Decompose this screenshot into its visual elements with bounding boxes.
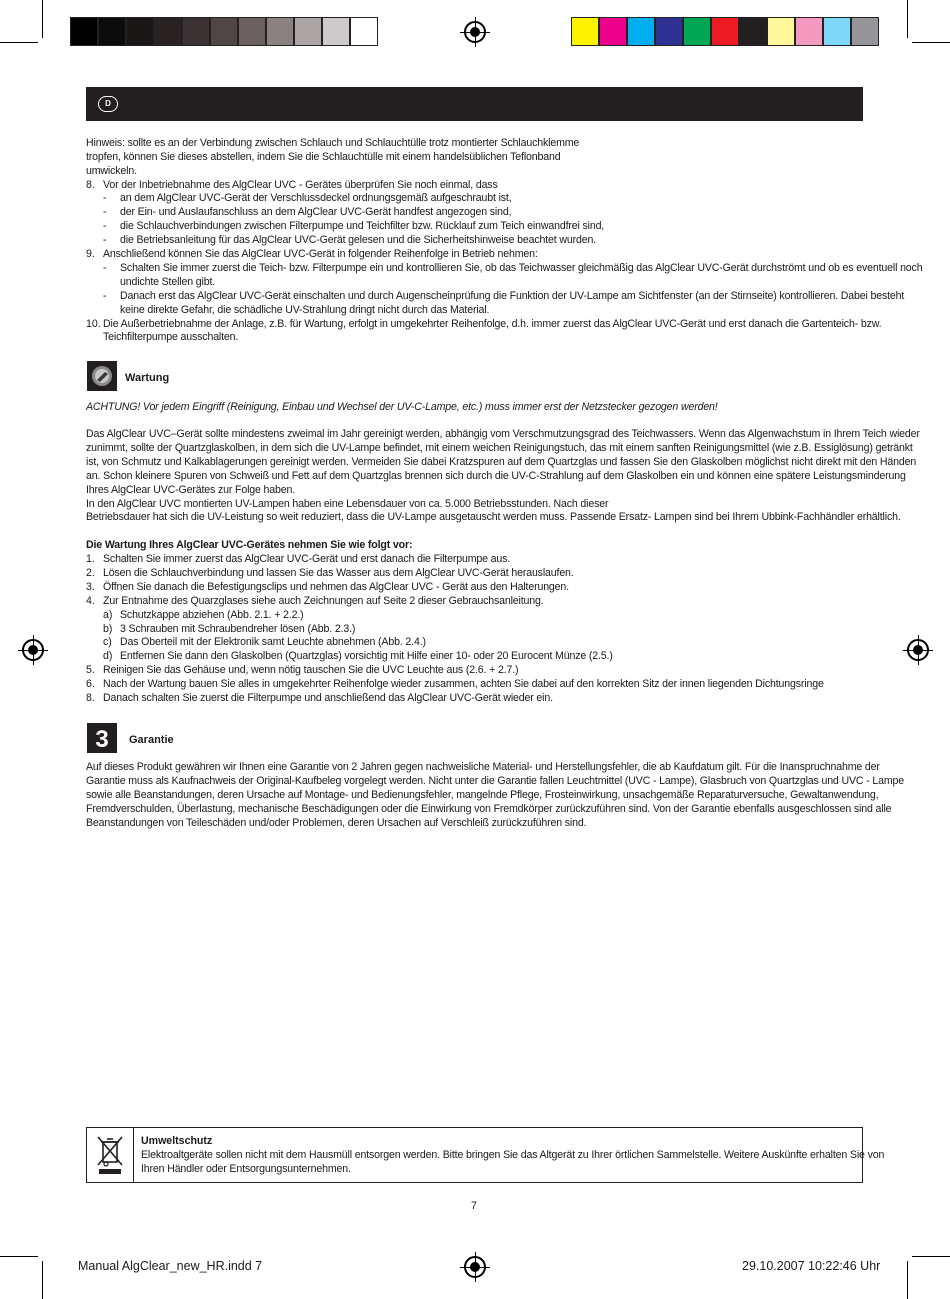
list-item: Reinigen Sie das Gehäuse und, wenn nötig tauschen Sie die UVC Leuchte aus (2.6. + 2.7.) (103, 664, 519, 677)
text-line: sowie alle Beanstandungen, deren Ursache auf Montage- und Bedienungsfehler, mangelnde Pflege, Frosteinwirkung, unsachgemäße Reparaturversuche, Gewaltanwendung, (86, 788, 879, 801)
list-item: Danach erst das AlgClear UVC-Gerät einschalten und durch Augenscheinprüfung die Funktion der UV-Lampe am Sichtfenster (an der Stirnseite) kontrollieren. Dabei besteht (120, 289, 905, 302)
list-marker: - (103, 220, 107, 233)
list-item: Danach schalten Sie zuerst die Filterpumpe und anschließend das AlgClear UVC-Gerät wieder ein. (103, 692, 553, 704)
color-swatch (126, 17, 154, 46)
language-badge: D (98, 96, 118, 112)
list-item: Vor der Inbetriebnahme des AlgClear UVC - Gerätes überprüfen Sie noch einmal, dass (103, 178, 498, 191)
list-item: Anschließend können Sie das AlgClear UVC-Gerät in folgender Reihenfolge in Betrieb nehmen: (103, 248, 538, 260)
list-marker: 8. (86, 692, 95, 704)
list-item: die Schlauchverbindungen zwischen Filterpumpe und Teichfilter bzw. Rücklauf zum Teich einwandfrei sind, (120, 220, 605, 233)
list-marker: - (103, 261, 107, 274)
text-line: Ihres AlgClear UVC-Gerätes zur Folge haben. (86, 483, 296, 496)
umweltschutz-line: Elektroaltgeräte sollen nicht mit dem Hausmüll entsorgen werden. Bitte bringen Sie das Altgerät zu Ihrer örtlichen Sammelstelle. Weitere Auskünfte erhalten Sie von (141, 1149, 885, 1161)
crop-mark (912, 42, 950, 43)
list-marker: 6. (86, 678, 95, 691)
list-marker: 10. (86, 317, 101, 330)
list-marker: - (103, 206, 107, 219)
color-swatch (627, 17, 655, 46)
list-marker: - (103, 289, 107, 302)
list-item: Schalten Sie immer zuerst das AlgClear UVC-Gerät und erst danach die Filterpumpe aus. (103, 553, 511, 565)
wartung-warning: ACHTUNG! Vor jedem Eingriff (Reinigung, Einbau und Wechsel der UV-C-Lampe, etc.) muss immer erst der Netzstecker gezogen werden! (86, 401, 718, 413)
svg-text:3: 3 (95, 726, 109, 753)
wrench-icon (87, 361, 117, 391)
text-line: ist, von Schmutz und Kalkablagerungen gereinigt werden. Vermeiden Sie dabei Kratzspuren auf dem Quartzglas und fassen Sie den Glaskolben möglichst nicht direkt mit den Händen (86, 455, 917, 468)
umweltschutz-box (86, 1127, 885, 1183)
list-item: Schalten Sie immer zuerst die Teich- bzw. Filterpumpe ein und kontrollieren Sie, ob das Teichwasser gleichmäßig das AlgClear UVC-Gerät durchströmt und ob es eventuell noch (120, 261, 923, 274)
crop-mark (42, 1261, 43, 1299)
list-marker: 8. (86, 178, 95, 191)
wartung-title: Wartung (125, 372, 170, 384)
list-item: Lösen die Schlauchverbindung und lassen Sie das Wasser aus dem AlgClear UVC-Gerät herauslaufen. (103, 566, 574, 579)
list-item: Entfernen Sie dann den Glaskolben (Quartzglas) vorsichtig mit Hilfe einer 10- oder 20 Eurocent Münze (2.5.) (120, 650, 613, 663)
color-swatch (98, 17, 126, 46)
crop-mark (0, 1256, 38, 1257)
crop-mark (907, 0, 908, 38)
text-line: tropfen, können Sie dieses abstellen, indem Sie die Schlauchtülle mit einem handelsüblichen Teflonband (86, 150, 561, 163)
umweltschutz-line: Ihren Händler oder Entsorgungsunternehmen. (141, 1163, 351, 1175)
color-swatch (823, 17, 851, 46)
color-swatch (154, 17, 182, 46)
text-line: Auf dieses Produkt gewähren wir Ihnen eine Garantie von 2 Jahren gegen nachweisliche Material- und Herstellungsfehler, die ab Kaufdatum gilt. Für die Inanspruchnahme der (86, 761, 880, 773)
crossed-bin-icon (95, 1134, 125, 1176)
registration-mark-icon (464, 21, 486, 43)
text-line: umwickeln. (86, 164, 137, 177)
color-swatch (655, 17, 683, 46)
list-item: Das Oberteil mit der Elektronik samt Leuchte abnehmen (Abb. 2.4.) (120, 636, 426, 649)
crop-mark (0, 42, 38, 43)
text-line: In den AlgClear UVC montierten UV-Lampen haben eine Lebensdauer von ca. 5.000 Betriebsstunden. Nach dieser (86, 497, 609, 510)
color-swatch (210, 17, 238, 46)
wartung-steps-heading: Die Wartung Ihres AlgClear UVC-Gerätes nehmen Sie wie folgt vor: (86, 539, 413, 551)
color-swatch (350, 17, 378, 46)
list-item: Teichfilterpumpe ausschalten. (103, 331, 239, 344)
list-item: der Ein- und Auslaufanschluss an dem AlgClear UVC-Gerät handfest angezogen sind, (120, 206, 512, 219)
garantie-title: Garantie (129, 734, 174, 746)
color-swatch (322, 17, 350, 46)
list-item: 3 Schrauben mit Schraubendreher lösen (Abb. 2.3.) (120, 622, 356, 635)
number-3-icon (87, 723, 117, 753)
list-marker: 9. (86, 248, 95, 260)
color-swatch (599, 17, 627, 46)
color-swatch (739, 17, 767, 46)
color-swatch (711, 17, 739, 46)
header-bar (86, 87, 863, 121)
registration-mark-icon (907, 639, 929, 661)
list-marker: a) (103, 608, 113, 621)
list-item: Schutzkappe abziehen (Abb. 2.1. + 2.2.) (120, 608, 304, 621)
color-swatch (795, 17, 823, 46)
list-item: an dem AlgClear UVC-Gerät der Verschlussdeckel ordnungsgemäß aufgeschraubt ist, (120, 192, 512, 205)
registration-mark-icon (22, 639, 44, 661)
list-item: keine direkte Gefahr, die schädliche UV-Strahlung dringt nicht durch das Material. (120, 303, 490, 316)
text-line: an. Schon kleinere Spuren von Schweiß und Fett auf dem Quartzglas brennen sich durch die UV-C-Strahlung auf dem Glaskolben ein und können eine spätere Leistungsminderung (86, 469, 906, 482)
text-line: Betriebsdauer hat sich die UV-Leistung so weit reduziert, dass die UV-Lampe ausgetauscht werden muss. Passende Ersatz- Lampen sind bei Ihrem Ubbink-Fachhändler erhältlich. (86, 511, 901, 524)
crop-mark (42, 0, 43, 38)
list-item: die Betriebsanleitung für das AlgClear UVC-Gerät gelesen und die Sicherheitshinweise beachtet wurden. (120, 234, 596, 247)
list-item: Zur Entnahme des Quarzglases siehe auch Zeichnungen auf Seite 2 dieser Gebrauchsanleitung. (103, 594, 544, 607)
list-marker: d) (103, 650, 113, 663)
text-line: Beanstandungen von Teileschäden und/oder Problemen, deren Ursachen auf Verschleiß zurückzuführen sind. (86, 816, 587, 829)
crop-mark (912, 1256, 950, 1257)
list-item: Öffnen Sie danach die Befestigungsclips und nehmen das AlgClear UVC - Gerät aus den Halterungen. (103, 580, 569, 593)
text-line: Hinweis: sollte es an der Verbindung zwischen Schlauch und Schlauchtülle trotz montierter Schlauchklemme (86, 137, 580, 149)
list-marker: - (103, 234, 107, 247)
text-line: zunimmt, sollte der Quartzglaskolben, in dem sich die UV-Lampe befindet, mit einem weichen Reinigungstuch, das mit einem sanften Reinigungsmittel (wie z.B. Essiglösung) getränkt (86, 441, 913, 454)
text-line: Garantie muss als Kaufnachweis der Original-Kaufbeleg vorgelegt werden. Nicht unter die Garantie fallen Leuchtmittel (UVC - Lampe), Glasbruch von Quartzglas und UVC - Lampe (86, 774, 904, 787)
list-marker: 3. (86, 580, 95, 593)
list-item: Die Außerbetriebnahme der Anlage, z.B. für Wartung, erfolgt in umgekehrter Reihenfolge, d.h. immer zuerst das AlgClear UVC-Gerät und erst danach die Gartenteich- bzw. (103, 317, 882, 330)
list-marker: c) (103, 636, 112, 649)
text-line: Fremdverschulden, Überlastung, mechanische Beschädigungen oder die Einwirkung von Fremdkörper zurückzuführen sind. Von der Garantie ebenfalls ausgeschlossen sind alle (86, 802, 892, 815)
page-number: 7 (471, 1200, 477, 1212)
color-swatch (238, 17, 266, 46)
list-marker: - (103, 192, 107, 205)
footer-file: Manual AlgClear_new_HR.indd 7 (78, 1259, 263, 1273)
list-marker: 4. (86, 594, 95, 607)
box-divider (133, 1128, 134, 1182)
registration-mark-icon (464, 1256, 486, 1278)
list-marker: 2. (86, 566, 95, 579)
color-swatch (851, 17, 879, 46)
color-swatch (294, 17, 322, 46)
list-marker: 1. (86, 553, 95, 565)
color-swatch (571, 17, 599, 46)
umweltschutz-title: Umweltschutz (141, 1135, 213, 1147)
color-swatch (182, 17, 210, 46)
color-swatch (683, 17, 711, 46)
color-swatch (767, 17, 795, 46)
list-marker: 5. (86, 664, 95, 677)
list-item: Nach der Wartung bauen Sie alles in umgekehrter Reihenfolge wieder zusammen, achten Sie dabei auf den korrekten Sitz der innen liegenden Dichtungsringe (103, 678, 824, 691)
list-marker: b) (103, 622, 113, 635)
crop-mark (907, 1261, 908, 1299)
color-swatch (266, 17, 294, 46)
footer-timestamp: 29.10.2007 10:22:46 Uhr (742, 1259, 881, 1273)
list-item: undichte Stellen gibt. (120, 275, 216, 288)
text-line: Das AlgClear UVC–Gerät sollte mindestens zweimal im Jahr gereinigt werden, abhängig vom Verschmutzungsgrad des Teichwassers. Wenn das Algenwachstum in Ihrem Teich wieder (86, 428, 920, 440)
color-swatch (70, 17, 98, 46)
